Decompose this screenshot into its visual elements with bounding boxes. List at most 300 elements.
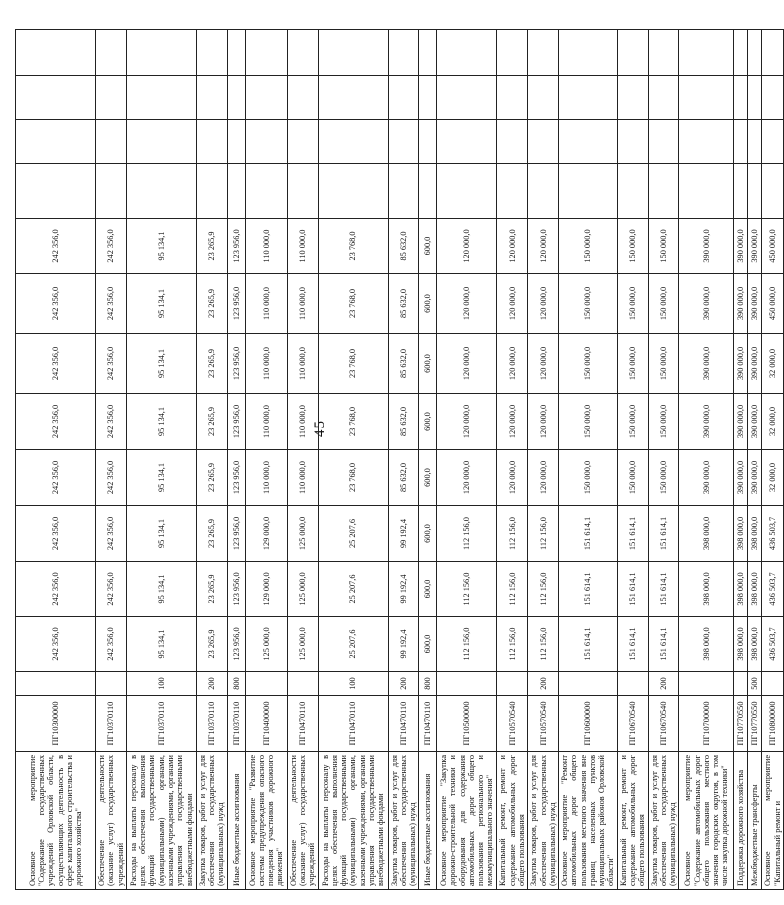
row-value-cell: 151 614,1 xyxy=(617,617,648,672)
row-value-cell: 600,0 xyxy=(419,450,437,506)
empty-cell xyxy=(96,76,127,120)
row-value-cell: 150 000,0 xyxy=(617,450,648,506)
row-name-cell: Основное мероприятие "Закупка дорожно-строительной техники и оборудования для содержания автомобильных дорог общего пользования регионального и межмуниципального значения" xyxy=(437,752,497,890)
row-value-cell: 95 134,1 xyxy=(126,219,196,274)
empty-cell xyxy=(528,30,559,76)
empty-cell xyxy=(318,120,388,164)
row-value-cell: 112 156,0 xyxy=(528,506,559,562)
row-value-cell: 125 000,0 xyxy=(287,506,318,562)
row-value-cell: 95 134,1 xyxy=(126,394,196,450)
row-value-cell: 99 192,4 xyxy=(388,617,419,672)
row-value-cell: 150 000,0 xyxy=(648,450,679,506)
row-value-cell: 123 956,0 xyxy=(227,394,245,450)
empty-cell xyxy=(16,30,96,76)
row-value-cell: 32 000,0 xyxy=(762,450,784,506)
table-row xyxy=(318,30,388,890)
row-value-cell: 112 156,0 xyxy=(497,617,528,672)
row-value-cell: 242 356,0 xyxy=(16,617,96,672)
empty-cell xyxy=(196,164,227,219)
row-value-cell: 95 134,1 xyxy=(126,274,196,334)
row-value-cell: 150 000,0 xyxy=(559,394,618,450)
row-value-cell: 99 192,4 xyxy=(388,562,419,617)
row-name-cell: Основное мероприятие "Содержание государственных учреждений Орловской области, осуществляющих деятельность в сфере капитального строительства и дорожного хозяйства" xyxy=(16,752,96,890)
row-name-cell: Основное мероприятие "Капитальный ремонт и xyxy=(762,752,784,890)
row-expense-type-cell xyxy=(245,672,287,696)
row-value-cell: 398 000,0 xyxy=(734,562,748,617)
row-value-cell: 398 000,0 xyxy=(748,506,762,562)
row-value-cell: 110 000,0 xyxy=(287,219,318,274)
empty-cell xyxy=(497,30,528,76)
row-value-cell: 110 000,0 xyxy=(245,219,287,274)
table-row xyxy=(196,30,227,890)
row-value-cell: 436 503,7 xyxy=(762,562,784,617)
row-value-cell: 398 000,0 xyxy=(679,506,734,562)
row-value-cell: 150 000,0 xyxy=(648,334,679,394)
row-code-cell: ПГ10770550 xyxy=(734,696,748,752)
row-value-cell: 23 265,9 xyxy=(196,219,227,274)
empty-cell xyxy=(287,30,318,76)
empty-cell xyxy=(734,76,748,120)
row-value-cell: 95 134,1 xyxy=(126,334,196,394)
empty-cell xyxy=(227,120,245,164)
table-row xyxy=(648,30,679,890)
empty-cell xyxy=(617,30,648,76)
row-value-cell: 600,0 xyxy=(419,506,437,562)
row-value-cell: 120 000,0 xyxy=(497,450,528,506)
empty-cell xyxy=(617,164,648,219)
empty-cell xyxy=(318,164,388,219)
row-value-cell: 151 614,1 xyxy=(559,562,618,617)
row-value-cell: 242 356,0 xyxy=(16,219,96,274)
row-value-cell: 123 956,0 xyxy=(227,617,245,672)
row-name-cell: Основное мероприятие "Содержание автомобильных дорог общего пользования местного значения городских округов, в том числе закупка дорожной техники" xyxy=(679,752,734,890)
empty-cell xyxy=(96,164,127,219)
empty-cell xyxy=(762,164,784,219)
row-value-cell: 390 000,0 xyxy=(679,450,734,506)
row-value-cell: 151 614,1 xyxy=(559,617,618,672)
row-value-cell: 123 956,0 xyxy=(227,506,245,562)
table-row xyxy=(388,30,419,890)
row-value-cell: 150 000,0 xyxy=(617,274,648,334)
row-value-cell: 600,0 xyxy=(419,617,437,672)
row-expense-type-cell: 800 xyxy=(227,672,245,696)
row-value-cell: 242 356,0 xyxy=(96,562,127,617)
row-value-cell: 390 000,0 xyxy=(734,219,748,274)
row-value-cell: 450 000,0 xyxy=(762,219,784,274)
empty-cell xyxy=(227,164,245,219)
row-value-cell: 600,0 xyxy=(419,562,437,617)
row-name-cell: Основное мероприятие "Ремонт автомобильных дорог общего пользования местного значения вне границ населенных пунктов муниципальных районов Орловской области" xyxy=(559,752,618,890)
row-expense-type-cell: 100 xyxy=(126,672,196,696)
row-name-cell: Расходы на выплаты персоналу в целях обеспечения выполнения функций государственными (муниципальными) органами, казенными учреждениями, органами управления государственными внебюджетными фондами xyxy=(126,752,196,890)
row-value-cell: 150 000,0 xyxy=(648,219,679,274)
row-name-cell: Поддержка дорожного хозяйства xyxy=(734,752,748,890)
row-value-cell: 150 000,0 xyxy=(648,274,679,334)
row-code-cell: ПГ10570540 xyxy=(528,696,559,752)
empty-cell xyxy=(528,120,559,164)
row-value-cell: 85 632,0 xyxy=(388,219,419,274)
empty-cell xyxy=(679,76,734,120)
row-value-cell: 23 265,9 xyxy=(196,506,227,562)
empty-cell xyxy=(734,120,748,164)
row-value-cell: 242 356,0 xyxy=(96,274,127,334)
row-value-cell: 112 156,0 xyxy=(437,506,497,562)
empty-cell xyxy=(497,164,528,219)
row-value-cell: 110 000,0 xyxy=(287,274,318,334)
row-value-cell: 125 000,0 xyxy=(287,562,318,617)
table-row xyxy=(559,30,618,890)
row-value-cell: 398 000,0 xyxy=(734,506,748,562)
row-value-cell: 23 265,9 xyxy=(196,450,227,506)
empty-cell xyxy=(16,76,96,120)
table-row xyxy=(617,30,648,890)
row-value-cell: 123 956,0 xyxy=(227,219,245,274)
row-expense-type-cell: 200 xyxy=(388,672,419,696)
row-value-cell: 25 207,6 xyxy=(318,506,388,562)
row-value-cell: 436 503,7 xyxy=(762,617,784,672)
row-expense-type-cell: 800 xyxy=(419,672,437,696)
row-value-cell: 390 000,0 xyxy=(679,219,734,274)
table-row xyxy=(287,30,318,890)
empty-cell xyxy=(318,76,388,120)
table-row xyxy=(437,30,497,890)
row-value-cell: 112 156,0 xyxy=(528,562,559,617)
row-value-cell: 120 000,0 xyxy=(437,274,497,334)
empty-cell xyxy=(96,30,127,76)
empty-cell xyxy=(419,76,437,120)
empty-cell xyxy=(287,120,318,164)
table-row xyxy=(227,30,245,890)
row-value-cell: 600,0 xyxy=(419,334,437,394)
empty-cell xyxy=(648,120,679,164)
row-value-cell: 23 265,9 xyxy=(196,394,227,450)
row-value-cell: 390 000,0 xyxy=(748,219,762,274)
row-value-cell: 120 000,0 xyxy=(497,274,528,334)
table-row xyxy=(528,30,559,890)
row-value-cell: 150 000,0 xyxy=(559,334,618,394)
empty-cell xyxy=(528,164,559,219)
empty-cell xyxy=(648,164,679,219)
empty-cell xyxy=(559,164,618,219)
empty-cell xyxy=(762,76,784,120)
empty-cell xyxy=(126,164,196,219)
row-value-cell: 151 614,1 xyxy=(559,506,618,562)
row-value-cell: 600,0 xyxy=(419,219,437,274)
empty-cell xyxy=(388,120,419,164)
row-value-cell: 600,0 xyxy=(419,274,437,334)
row-value-cell: 120 000,0 xyxy=(497,219,528,274)
row-value-cell: 398 000,0 xyxy=(679,617,734,672)
row-value-cell: 123 956,0 xyxy=(227,274,245,334)
empty-cell xyxy=(318,30,388,76)
row-name-cell: Межбюджетные трансферты xyxy=(748,752,762,890)
row-value-cell: 112 156,0 xyxy=(437,617,497,672)
row-value-cell: 85 632,0 xyxy=(388,450,419,506)
row-name-cell: Капитальный ремонт, ремонт и содержание автомобильных дорог общего пользования xyxy=(497,752,528,890)
empty-cell xyxy=(734,30,748,76)
row-value-cell: 390 000,0 xyxy=(748,274,762,334)
row-value-cell: 129 000,0 xyxy=(245,562,287,617)
row-expense-type-cell xyxy=(16,672,96,696)
row-value-cell: 390 000,0 xyxy=(748,394,762,450)
row-value-cell: 151 614,1 xyxy=(617,506,648,562)
empty-cell xyxy=(287,76,318,120)
row-expense-type-cell: 200 xyxy=(648,672,679,696)
row-name-cell: Иные бюджетные ассигнования xyxy=(419,752,437,890)
row-value-cell: 23 768,0 xyxy=(318,219,388,274)
row-value-cell: 112 156,0 xyxy=(497,506,528,562)
row-value-cell: 125 000,0 xyxy=(287,617,318,672)
row-value-cell: 150 000,0 xyxy=(559,274,618,334)
empty-cell xyxy=(126,30,196,76)
row-name-cell: Закупка товаров, работ и услуг для обеспечения государственных (муниципальных) нужд xyxy=(196,752,227,890)
empty-cell xyxy=(762,30,784,76)
table-row xyxy=(679,30,734,890)
empty-cell xyxy=(16,120,96,164)
empty-cell xyxy=(388,164,419,219)
row-code-cell: ПГ10570540 xyxy=(497,696,528,752)
row-expense-type-cell: 100 xyxy=(318,672,388,696)
empty-cell xyxy=(748,76,762,120)
row-value-cell: 398 000,0 xyxy=(734,617,748,672)
empty-cell xyxy=(196,76,227,120)
empty-cell xyxy=(245,30,287,76)
row-value-cell: 120 000,0 xyxy=(437,219,497,274)
row-expense-type-cell: 500 xyxy=(748,672,762,696)
empty-cell xyxy=(559,30,618,76)
row-value-cell: 23 768,0 xyxy=(318,450,388,506)
row-value-cell: 112 156,0 xyxy=(437,562,497,617)
empty-cell xyxy=(437,120,497,164)
row-value-cell: 85 632,0 xyxy=(388,274,419,334)
empty-cell xyxy=(227,76,245,120)
row-code-cell: ПГ10370110 xyxy=(96,696,127,752)
row-value-cell: 25 207,6 xyxy=(318,562,388,617)
row-value-cell: 110 000,0 xyxy=(245,274,287,334)
row-value-cell: 23 768,0 xyxy=(318,394,388,450)
row-value-cell: 23 768,0 xyxy=(318,334,388,394)
row-value-cell: 110 000,0 xyxy=(287,394,318,450)
row-value-cell: 398 000,0 xyxy=(679,562,734,617)
row-value-cell: 25 207,6 xyxy=(318,617,388,672)
row-expense-type-cell xyxy=(96,672,127,696)
row-value-cell: 390 000,0 xyxy=(748,450,762,506)
empty-cell xyxy=(388,30,419,76)
empty-cell xyxy=(245,164,287,219)
row-value-cell: 32 000,0 xyxy=(762,334,784,394)
row-value-cell: 390 000,0 xyxy=(734,334,748,394)
row-value-cell: 123 956,0 xyxy=(227,334,245,394)
row-value-cell: 120 000,0 xyxy=(497,394,528,450)
empty-cell xyxy=(419,30,437,76)
row-expense-type-cell xyxy=(617,672,648,696)
row-value-cell: 242 356,0 xyxy=(96,617,127,672)
row-value-cell: 120 000,0 xyxy=(528,450,559,506)
table-row xyxy=(748,30,762,890)
empty-cell xyxy=(245,120,287,164)
row-value-cell: 120 000,0 xyxy=(437,394,497,450)
row-value-cell: 125 000,0 xyxy=(245,617,287,672)
row-expense-type-cell: 200 xyxy=(528,672,559,696)
row-value-cell: 23 265,9 xyxy=(196,334,227,394)
empty-cell xyxy=(419,164,437,219)
row-value-cell: 436 503,7 xyxy=(762,506,784,562)
row-value-cell: 242 356,0 xyxy=(16,334,96,394)
row-value-cell: 150 000,0 xyxy=(617,334,648,394)
table-row xyxy=(245,30,287,890)
row-value-cell: 390 000,0 xyxy=(748,334,762,394)
row-expense-type-cell xyxy=(734,672,748,696)
table-row xyxy=(734,30,748,890)
empty-cell xyxy=(287,164,318,219)
row-code-cell: ПГ10600000 xyxy=(559,696,618,752)
row-name-cell: Обеспечение деятельности (оказание услуг) государственных учреждений xyxy=(287,752,318,890)
row-code-cell: ПГ10670540 xyxy=(648,696,679,752)
row-value-cell: 129 000,0 xyxy=(245,506,287,562)
row-value-cell: 242 356,0 xyxy=(96,334,127,394)
empty-cell xyxy=(196,120,227,164)
row-code-cell: ПГ10300000 xyxy=(16,696,96,752)
empty-cell xyxy=(734,164,748,219)
row-value-cell: 95 134,1 xyxy=(126,450,196,506)
row-value-cell: 600,0 xyxy=(419,394,437,450)
row-value-cell: 99 192,4 xyxy=(388,506,419,562)
row-code-cell: ПГ10470110 xyxy=(318,696,388,752)
table-row xyxy=(762,30,784,890)
empty-cell xyxy=(227,30,245,76)
row-value-cell: 23 265,9 xyxy=(196,562,227,617)
row-code-cell: ПГ10400000 xyxy=(245,696,287,752)
row-value-cell: 242 356,0 xyxy=(16,274,96,334)
row-expense-type-cell: 200 xyxy=(196,672,227,696)
empty-cell xyxy=(196,30,227,76)
empty-cell xyxy=(437,76,497,120)
row-value-cell: 95 134,1 xyxy=(126,506,196,562)
row-code-cell: ПГ10470110 xyxy=(419,696,437,752)
row-value-cell: 398 000,0 xyxy=(748,617,762,672)
row-name-cell: Закупка товаров, работ и услуг для обеспечения государственных (муниципальных) нужд xyxy=(528,752,559,890)
row-value-cell: 95 134,1 xyxy=(126,562,196,617)
row-value-cell: 85 632,0 xyxy=(388,394,419,450)
row-code-cell: ПГ10800000 xyxy=(762,696,784,752)
row-value-cell: 242 356,0 xyxy=(16,562,96,617)
row-value-cell: 110 000,0 xyxy=(245,334,287,394)
empty-cell xyxy=(679,120,734,164)
row-name-cell: Капитальный ремонт, ремонт и содержание автомобильных дорог общего пользования xyxy=(617,752,648,890)
rotated-page-frame xyxy=(15,30,782,890)
row-value-cell: 390 000,0 xyxy=(679,334,734,394)
row-value-cell: 120 000,0 xyxy=(528,394,559,450)
row-name-cell: Закупка товаров, работ и услуг для обеспечения государственных (муниципальных) нужд xyxy=(648,752,679,890)
row-value-cell: 150 000,0 xyxy=(559,450,618,506)
row-value-cell: 450 000,0 xyxy=(762,274,784,334)
row-value-cell: 150 000,0 xyxy=(559,219,618,274)
row-code-cell: ПГ10500000 xyxy=(437,696,497,752)
row-value-cell: 390 000,0 xyxy=(734,394,748,450)
row-value-cell: 112 156,0 xyxy=(497,562,528,617)
row-name-cell: Основное мероприятие "Развитие системы предупреждения опасного поведения участников дорожного движения" xyxy=(245,752,287,890)
row-value-cell: 242 356,0 xyxy=(16,450,96,506)
row-expense-type-cell xyxy=(679,672,734,696)
row-name-cell: Расходы на выплаты персоналу в целях обеспечения выполнения функций государственными (муниципальными) органами, казенными учреждениями, органами управления государственными внебюджетными фондами xyxy=(318,752,388,890)
row-expense-type-cell xyxy=(559,672,618,696)
budget-table xyxy=(15,29,784,890)
empty-cell xyxy=(497,120,528,164)
table-row xyxy=(16,30,96,890)
row-value-cell: 110 000,0 xyxy=(287,334,318,394)
row-value-cell: 123 956,0 xyxy=(227,450,245,506)
row-value-cell: 390 000,0 xyxy=(679,274,734,334)
row-value-cell: 150 000,0 xyxy=(617,394,648,450)
table-row xyxy=(497,30,528,890)
row-value-cell: 242 356,0 xyxy=(16,394,96,450)
empty-cell xyxy=(679,30,734,76)
empty-cell xyxy=(126,76,196,120)
empty-cell xyxy=(617,76,648,120)
page-number: 45 xyxy=(312,420,328,437)
row-value-cell: 112 156,0 xyxy=(528,617,559,672)
row-expense-type-cell xyxy=(437,672,497,696)
row-code-cell: ПГ10470110 xyxy=(287,696,318,752)
row-value-cell: 242 356,0 xyxy=(96,219,127,274)
row-value-cell: 390 000,0 xyxy=(734,274,748,334)
empty-cell xyxy=(748,164,762,219)
table-row xyxy=(419,30,437,890)
table-row xyxy=(96,30,127,890)
row-value-cell: 120 000,0 xyxy=(497,334,528,394)
row-code-cell: ПГ10700000 xyxy=(679,696,734,752)
row-value-cell: 110 000,0 xyxy=(287,450,318,506)
empty-cell xyxy=(559,120,618,164)
row-value-cell: 123 956,0 xyxy=(227,562,245,617)
row-expense-type-cell xyxy=(762,672,784,696)
row-value-cell: 398 000,0 xyxy=(748,562,762,617)
empty-cell xyxy=(16,164,96,219)
empty-cell xyxy=(96,120,127,164)
row-value-cell: 242 356,0 xyxy=(96,506,127,562)
row-value-cell: 120 000,0 xyxy=(528,274,559,334)
empty-cell xyxy=(648,30,679,76)
row-value-cell: 390 000,0 xyxy=(679,394,734,450)
row-code-cell: ПГ10470110 xyxy=(388,696,419,752)
row-value-cell: 150 000,0 xyxy=(617,219,648,274)
row-value-cell: 151 614,1 xyxy=(648,562,679,617)
row-name-cell: Обеспечение деятельности (оказание услуг) государственных учреждений xyxy=(96,752,127,890)
row-name-cell: Закупка товаров, работ и услуг для обеспечения государственных (муниципальных) нужд xyxy=(388,752,419,890)
row-value-cell: 110 000,0 xyxy=(245,394,287,450)
empty-cell xyxy=(388,76,419,120)
row-code-cell: ПГ10370110 xyxy=(196,696,227,752)
row-value-cell: 120 000,0 xyxy=(437,334,497,394)
empty-cell xyxy=(648,76,679,120)
row-code-cell: ПГ10670540 xyxy=(617,696,648,752)
row-name-cell: Иные бюджетные ассигнования xyxy=(227,752,245,890)
empty-cell xyxy=(748,30,762,76)
row-value-cell: 390 000,0 xyxy=(734,450,748,506)
row-value-cell: 23 265,9 xyxy=(196,274,227,334)
table-body xyxy=(16,30,784,890)
row-value-cell: 95 134,1 xyxy=(126,617,196,672)
row-value-cell: 151 614,1 xyxy=(617,562,648,617)
row-value-cell: 120 000,0 xyxy=(528,334,559,394)
row-value-cell: 242 356,0 xyxy=(96,450,127,506)
row-value-cell: 151 614,1 xyxy=(648,506,679,562)
empty-cell xyxy=(617,120,648,164)
row-value-cell: 32 000,0 xyxy=(762,394,784,450)
row-value-cell: 110 000,0 xyxy=(245,450,287,506)
row-value-cell: 120 000,0 xyxy=(528,219,559,274)
empty-cell xyxy=(437,164,497,219)
